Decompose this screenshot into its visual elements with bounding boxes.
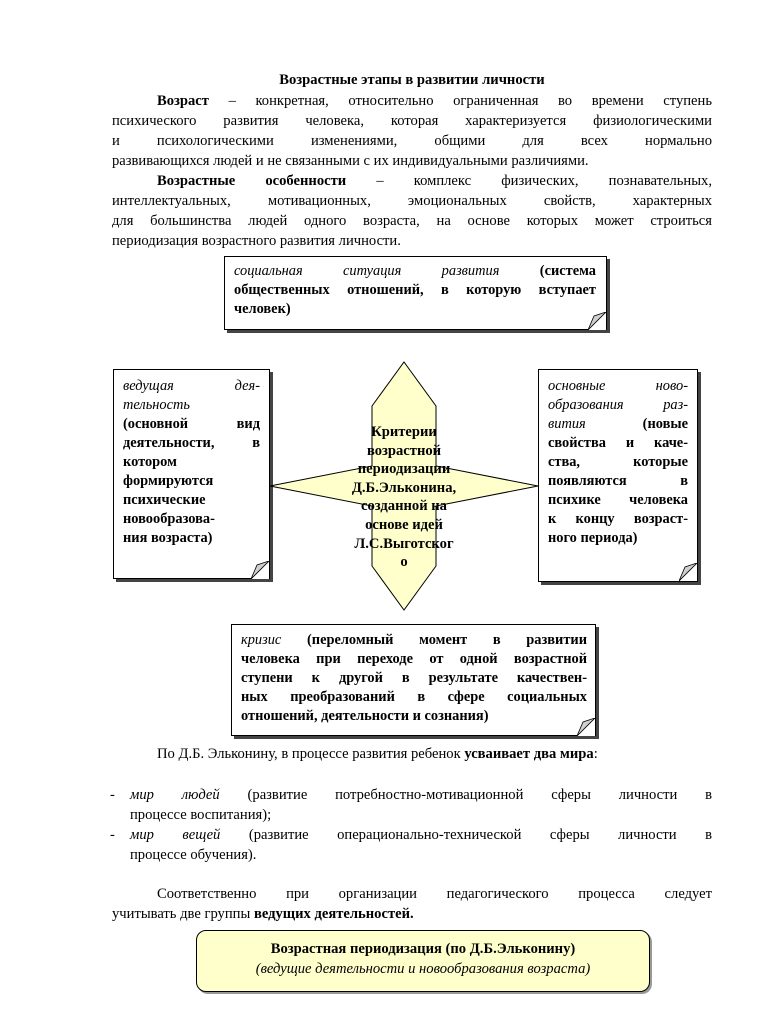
italic-social-situation: социальная ситуация развития [234,263,500,279]
note-social-situation [224,256,607,330]
right-italic-2: образования раз- [548,397,688,413]
star-line: созданной на [361,498,447,515]
note-neoformations [538,369,698,582]
footer-box-subtitle: (ведущие деятельности и новообразования возраста) [255,961,591,977]
list-item [110,825,712,865]
star-line: периодизации [357,461,451,478]
page-title [112,70,712,90]
para1-line1: – конкретная, относительно ограниченная во времени ступень [228,93,712,109]
para2-line4: периодизация возрастного развития личности. [112,233,401,249]
right-line-4: появляются в [548,473,688,489]
crisis-line-5: отношений, деятельности и сознания) [241,708,489,724]
para1-line2: психического развития человека, которая характеризуется физиологическими [112,113,712,129]
elkonin-intro-bold: усваивает два мира [464,746,594,762]
left-italic-1: ведущая дея- [123,378,260,394]
page-curl-icon [577,718,595,736]
list-item-line2: процессе воспитания); [130,807,272,823]
crisis-line-2: человека при переходе от одной возрастной [241,651,587,667]
left-line-7: ния возраста) [123,530,213,546]
term-age-features: Возрастные особенности [157,173,347,189]
conclusion-line1: Соответственно при организации педагогического процесса следует [157,886,712,902]
crisis-line-1: (переломный момент в развитии [306,632,587,648]
conclusion-bold: ведущих деятельностей. [253,906,414,922]
note-crisis [231,624,596,736]
list-item [110,785,712,825]
right-italic-3: вития [548,416,586,432]
list-bullet: - [110,787,115,803]
left-line-5: психические [123,492,206,508]
box-top-line2: общественных отношений, в которую вступает [234,282,596,298]
elkonin-intro [112,744,712,764]
note-leading-activity [113,369,270,579]
list-item-italic: мир вещей [130,827,221,843]
star-line: возрастной [366,442,442,459]
crisis-line-4: ных преобразований в сфере социальных [241,689,587,705]
right-italic-1: основные ново- [548,378,688,394]
star-line: основе идей [365,516,443,533]
left-line-3: котором [123,454,177,470]
elkonin-intro-text: По Д.Б. Эльконину, в процессе развития ребенок [157,746,461,762]
list-item-line2: процессе обучения). [130,847,257,863]
box-top-line3: человек) [234,301,291,317]
star-line: Д.Б.Эльконина, [351,479,457,496]
list-bullet: - [110,827,115,843]
list-item-line1: (развитие потребностно-мотивационной сферы личности в [247,787,712,803]
elkonin-intro-end: : [593,746,598,762]
left-line-4: формируются [123,473,214,489]
right-line-3: ства, которые [548,454,688,470]
left-line-6: новообразова- [123,511,215,527]
page-curl-icon [588,312,606,330]
star-line: Критерии [371,424,437,440]
conclusion-line2: учитывать две группы [112,906,251,922]
term-age: Возраст [157,93,209,109]
crisis-line-3: ступени к другой в результате качествен- [241,670,587,686]
para2-line3: для большинства людей одного возраста, на основе которых может строиться [112,213,712,229]
star-line: о [400,554,408,571]
list-item-italic: мир людей [130,787,220,803]
left-italic-2: тельность [123,397,190,413]
para1-line4: развивающихся людей и не связанными с их индивидуальными различиями. [112,153,589,169]
right-line-5: психике человека [548,492,688,508]
page-title-text: Возрастные этапы в развитии личности [279,72,545,88]
star-line: Л.С.Выготског [354,535,454,552]
criteria-star-text [330,423,478,572]
para2-line2: интеллектуальных, мотивационных, эмоциональных свойств, характерных [112,193,712,209]
para2-line1: – комплекс физических, познавательных, [376,173,712,189]
footer-box-title: Возрастная периодизация (по Д.Б.Эльконину) [270,941,576,957]
right-line-6: к концу возраст- [548,511,688,527]
list-item-line1: (развитие операционально-технической сферы личности в [248,827,712,843]
para1-line3: и психологическими изменениями, общими для всех нормально [112,133,712,149]
left-line-2: деятельности, в [123,435,260,451]
right-line-7: ного периода) [548,530,638,546]
italic-crisis: кризис [241,632,282,648]
page-curl-icon [251,561,269,579]
right-line-1: (новые [642,416,688,432]
right-line-2: свойства и каче- [548,435,688,451]
page-curl-icon [679,563,697,581]
footer-periodization-box [196,930,650,992]
box-top-line1: (система [539,263,596,279]
left-line-1: (основной вид [123,416,260,432]
